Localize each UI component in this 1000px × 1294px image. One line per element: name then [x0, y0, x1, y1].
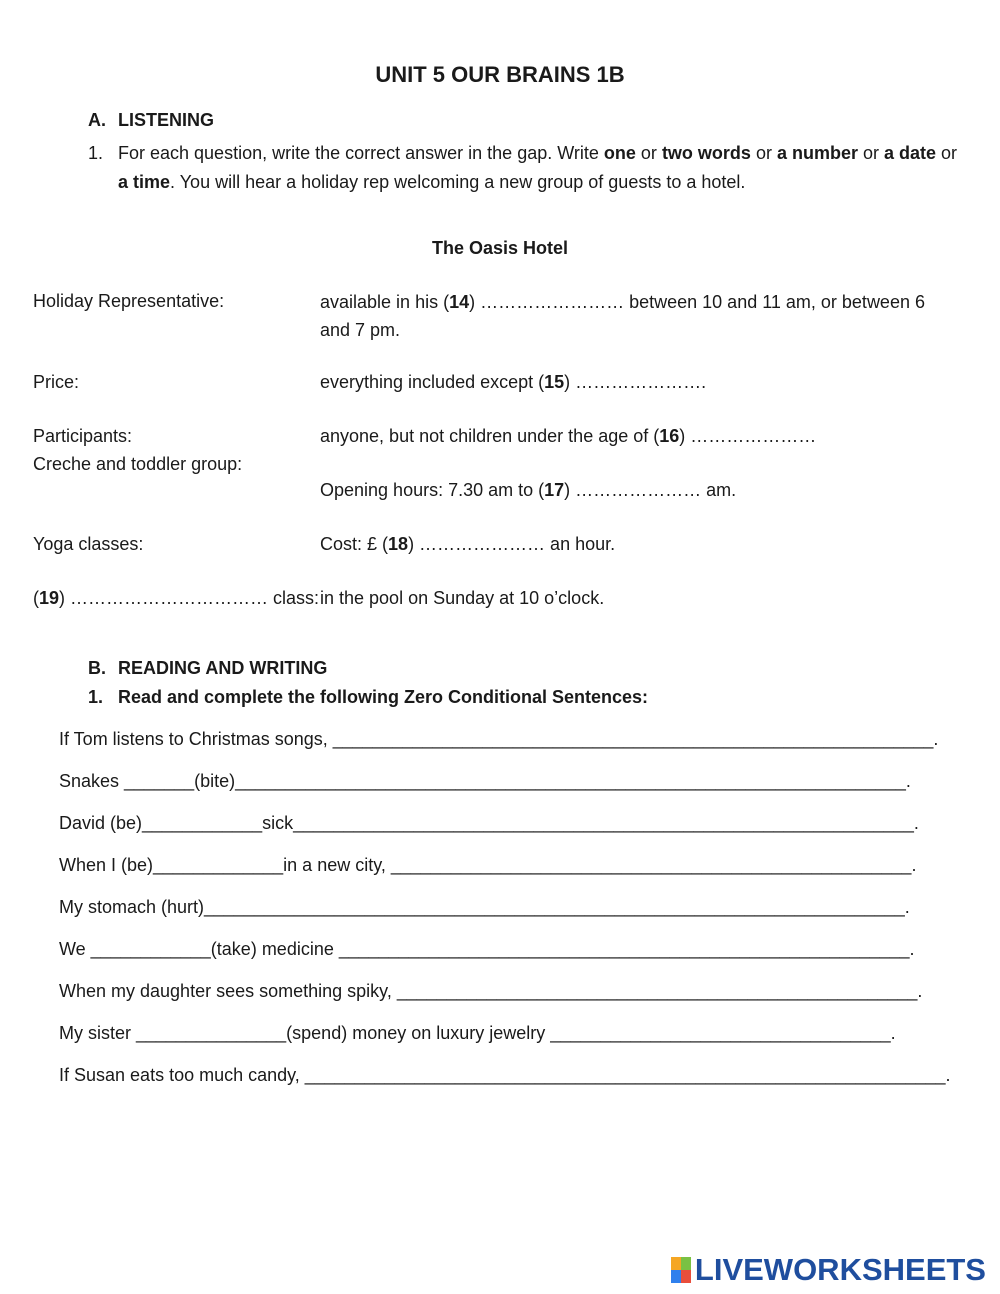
- question-number: 17: [544, 480, 565, 500]
- row-label-yoga: Yoga classes:: [33, 534, 144, 554]
- sentence-3[interactable]: David (be)____________sick______________________________________________________________.: [59, 813, 919, 833]
- instruction-number: 1.: [88, 143, 104, 163]
- row-value-18[interactable]: [320, 534, 615, 555]
- row-text: (: [33, 588, 39, 608]
- row-value-14[interactable]: [320, 288, 950, 344]
- question-number: 19: [39, 588, 60, 608]
- row-label-19[interactable]: [33, 588, 319, 609]
- section-b-heading: [88, 658, 327, 679]
- row-label-creche: Creche and toddler group:: [33, 454, 243, 474]
- question-number: 16: [659, 426, 680, 446]
- section-a-title: LISTENING: [118, 110, 215, 130]
- sentence-9[interactable]: If Susan eats too much candy, ________________________________________________________________.: [59, 1065, 951, 1085]
- row-label-holiday-rep: Holiday Representative:: [33, 291, 225, 311]
- instruction-part: For each question, write the correct answer in the gap. Write: [118, 143, 604, 163]
- row-text: ) …………………………… class:: [59, 588, 320, 608]
- instruction-bold: two words: [661, 143, 751, 163]
- subheading-number: 1.: [88, 687, 104, 707]
- sentence-6[interactable]: We ____________(take) medicine _________________________________________________________.: [59, 939, 915, 959]
- logo-text: LIVEWORKSHEETS: [694, 1252, 986, 1287]
- logo-square: [681, 1270, 691, 1283]
- section-a-label: A.: [88, 110, 106, 130]
- row-text: available in his (: [320, 292, 450, 312]
- logo-square: [671, 1257, 681, 1270]
- row-label-participants: Participants:: [33, 426, 133, 446]
- section-a-heading: [88, 110, 214, 131]
- section-b-label: B.: [88, 658, 106, 678]
- row-text: Cost: £ (: [320, 534, 389, 554]
- logo-square: [671, 1270, 681, 1283]
- row-text: anyone, but not children under the age of (: [320, 426, 660, 446]
- row-text: ) ………………….: [564, 372, 707, 392]
- sentence-5[interactable]: My stomach (hurt)______________________________________________________________________.: [59, 897, 910, 917]
- row-text: Opening hours: 7.30 am to (: [320, 480, 545, 500]
- section-b-subheading: [88, 687, 648, 708]
- liveworksheets-logo: [671, 1252, 986, 1288]
- question-number: 14: [449, 292, 470, 312]
- instruction-bold: a number: [776, 143, 858, 163]
- instruction-bold: a date: [884, 143, 937, 163]
- row-label-price: Price:: [33, 372, 80, 392]
- listening-instruction: [88, 139, 968, 197]
- row-value-16[interactable]: [320, 426, 816, 447]
- instruction-part: or: [936, 143, 958, 163]
- question-number: 15: [544, 372, 565, 392]
- instruction-part: or: [635, 143, 662, 163]
- row-text: ) …………………: [679, 426, 817, 446]
- instruction-bold: one: [603, 143, 636, 163]
- instruction-part: or: [857, 143, 884, 163]
- row-text: ) ………………… am.: [564, 480, 737, 500]
- hotel-title: The Oasis Hotel: [431, 238, 569, 258]
- section-b-title: READING AND WRITING: [118, 658, 328, 678]
- page-title: UNIT 5 OUR BRAINS 1B: [375, 62, 625, 87]
- row-text: ) …………………… between 10 and 11 am, or between 6 and 7 pm.: [320, 292, 925, 340]
- instruction-part: . You will hear a holiday rep welcoming a new group of guests to a hotel.: [170, 172, 746, 192]
- question-number: 18: [388, 534, 409, 554]
- sentence-1[interactable]: If Tom listens to Christmas songs, ____________________________________________________________.: [59, 729, 939, 749]
- sentence-8[interactable]: My sister _______________(spend) money on luxury jewelry __________________________________.: [59, 1023, 896, 1043]
- row-text: everything included except (: [320, 372, 545, 392]
- logo-mark-icon: [671, 1257, 691, 1283]
- instruction-part: or: [750, 143, 777, 163]
- sentence-2[interactable]: Snakes _______(bite)___________________________________________________________________.: [59, 771, 911, 791]
- row-value-19: in the pool on Sunday at 10 o’clock.: [320, 588, 605, 608]
- sentence-7[interactable]: When my daughter sees something spiky, ____________________________________________________.: [59, 981, 923, 1001]
- logo-square: [681, 1257, 691, 1270]
- instruction-text: [118, 139, 968, 197]
- sentence-4[interactable]: When I (be)_____________in a new city, ____________________________________________________.: [59, 855, 917, 875]
- row-text: ) ………………… an hour.: [408, 534, 616, 554]
- instruction-bold: a time: [118, 172, 171, 192]
- row-value-15[interactable]: [320, 372, 706, 393]
- subheading-text: Read and complete the following Zero Conditional Sentences:: [118, 687, 649, 707]
- row-value-17[interactable]: [320, 480, 736, 501]
